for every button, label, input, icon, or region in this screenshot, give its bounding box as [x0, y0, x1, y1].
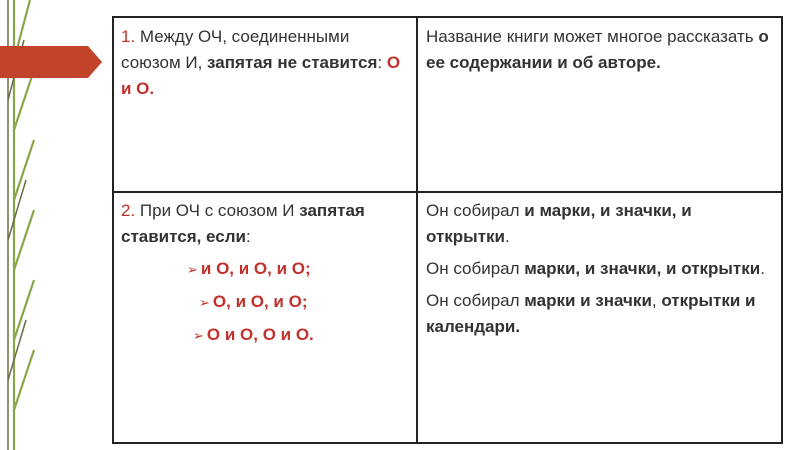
sentence-3-comma: ,: [651, 291, 662, 310]
chevron-right-icon: ➢: [193, 328, 204, 343]
pattern-1: и О, и О, и О;: [200, 259, 311, 278]
sentence-1-end: .: [504, 227, 510, 246]
rule-1-bold: запятая не ставится: [207, 53, 378, 72]
pattern-list-item: [121, 289, 411, 316]
rule-1-text: Между ОЧ, соединенными союзом И,: [121, 27, 350, 72]
rule-2-cell: [121, 198, 411, 349]
example-1-bold: о ее содержании и об авторе.: [426, 27, 769, 72]
arrow-icon: [0, 46, 102, 78]
table-divider-horizontal: [114, 191, 781, 193]
example-1-text: Название книги может многое рассказать: [426, 27, 759, 46]
chevron-right-icon: ➢: [187, 262, 198, 277]
sentence-3-bold-a: марки и значки: [524, 291, 652, 310]
rule-2-bold: запятая ставится, если: [121, 201, 365, 246]
sentence-2-bold: марки, и значки, и открытки: [524, 259, 761, 278]
example-sentence-2: [426, 256, 776, 282]
rule-1-colon: :: [377, 53, 387, 72]
decorative-branches: [0, 0, 112, 450]
rule-2-text: При ОЧ с союзом И: [135, 201, 300, 220]
table-divider-vertical: [416, 18, 418, 442]
rules-table: [112, 16, 783, 444]
rule-2-colon: :: [246, 227, 251, 246]
example-2-cell: [426, 198, 776, 346]
rule-1-number: 1.: [121, 27, 136, 46]
rule-1-pattern: О и О.: [121, 53, 401, 98]
sentence-1-plain: Он собирал: [426, 201, 525, 220]
example-sentence-1: [426, 198, 776, 250]
rule-2-number: 2.: [121, 201, 136, 220]
sentence-2-plain: Он собирал: [426, 259, 525, 278]
sentence-3-bold-b: открытки и календари.: [426, 291, 756, 336]
pattern-3: О и О, О и О.: [206, 325, 314, 344]
pattern-2: О, и О, и О;: [212, 292, 308, 311]
pattern-list-item: [121, 256, 411, 283]
pattern-list-item: [121, 322, 411, 349]
sentence-1-bold: и марки, и значки, и открытки: [426, 201, 692, 246]
example-sentence-3: [426, 288, 776, 340]
sentence-3-plain: Он собирал: [426, 291, 525, 310]
chevron-right-icon: ➢: [199, 295, 210, 310]
sentence-2-end: .: [760, 259, 765, 278]
example-1-cell: [426, 24, 776, 76]
rule-1-cell: [121, 24, 411, 102]
